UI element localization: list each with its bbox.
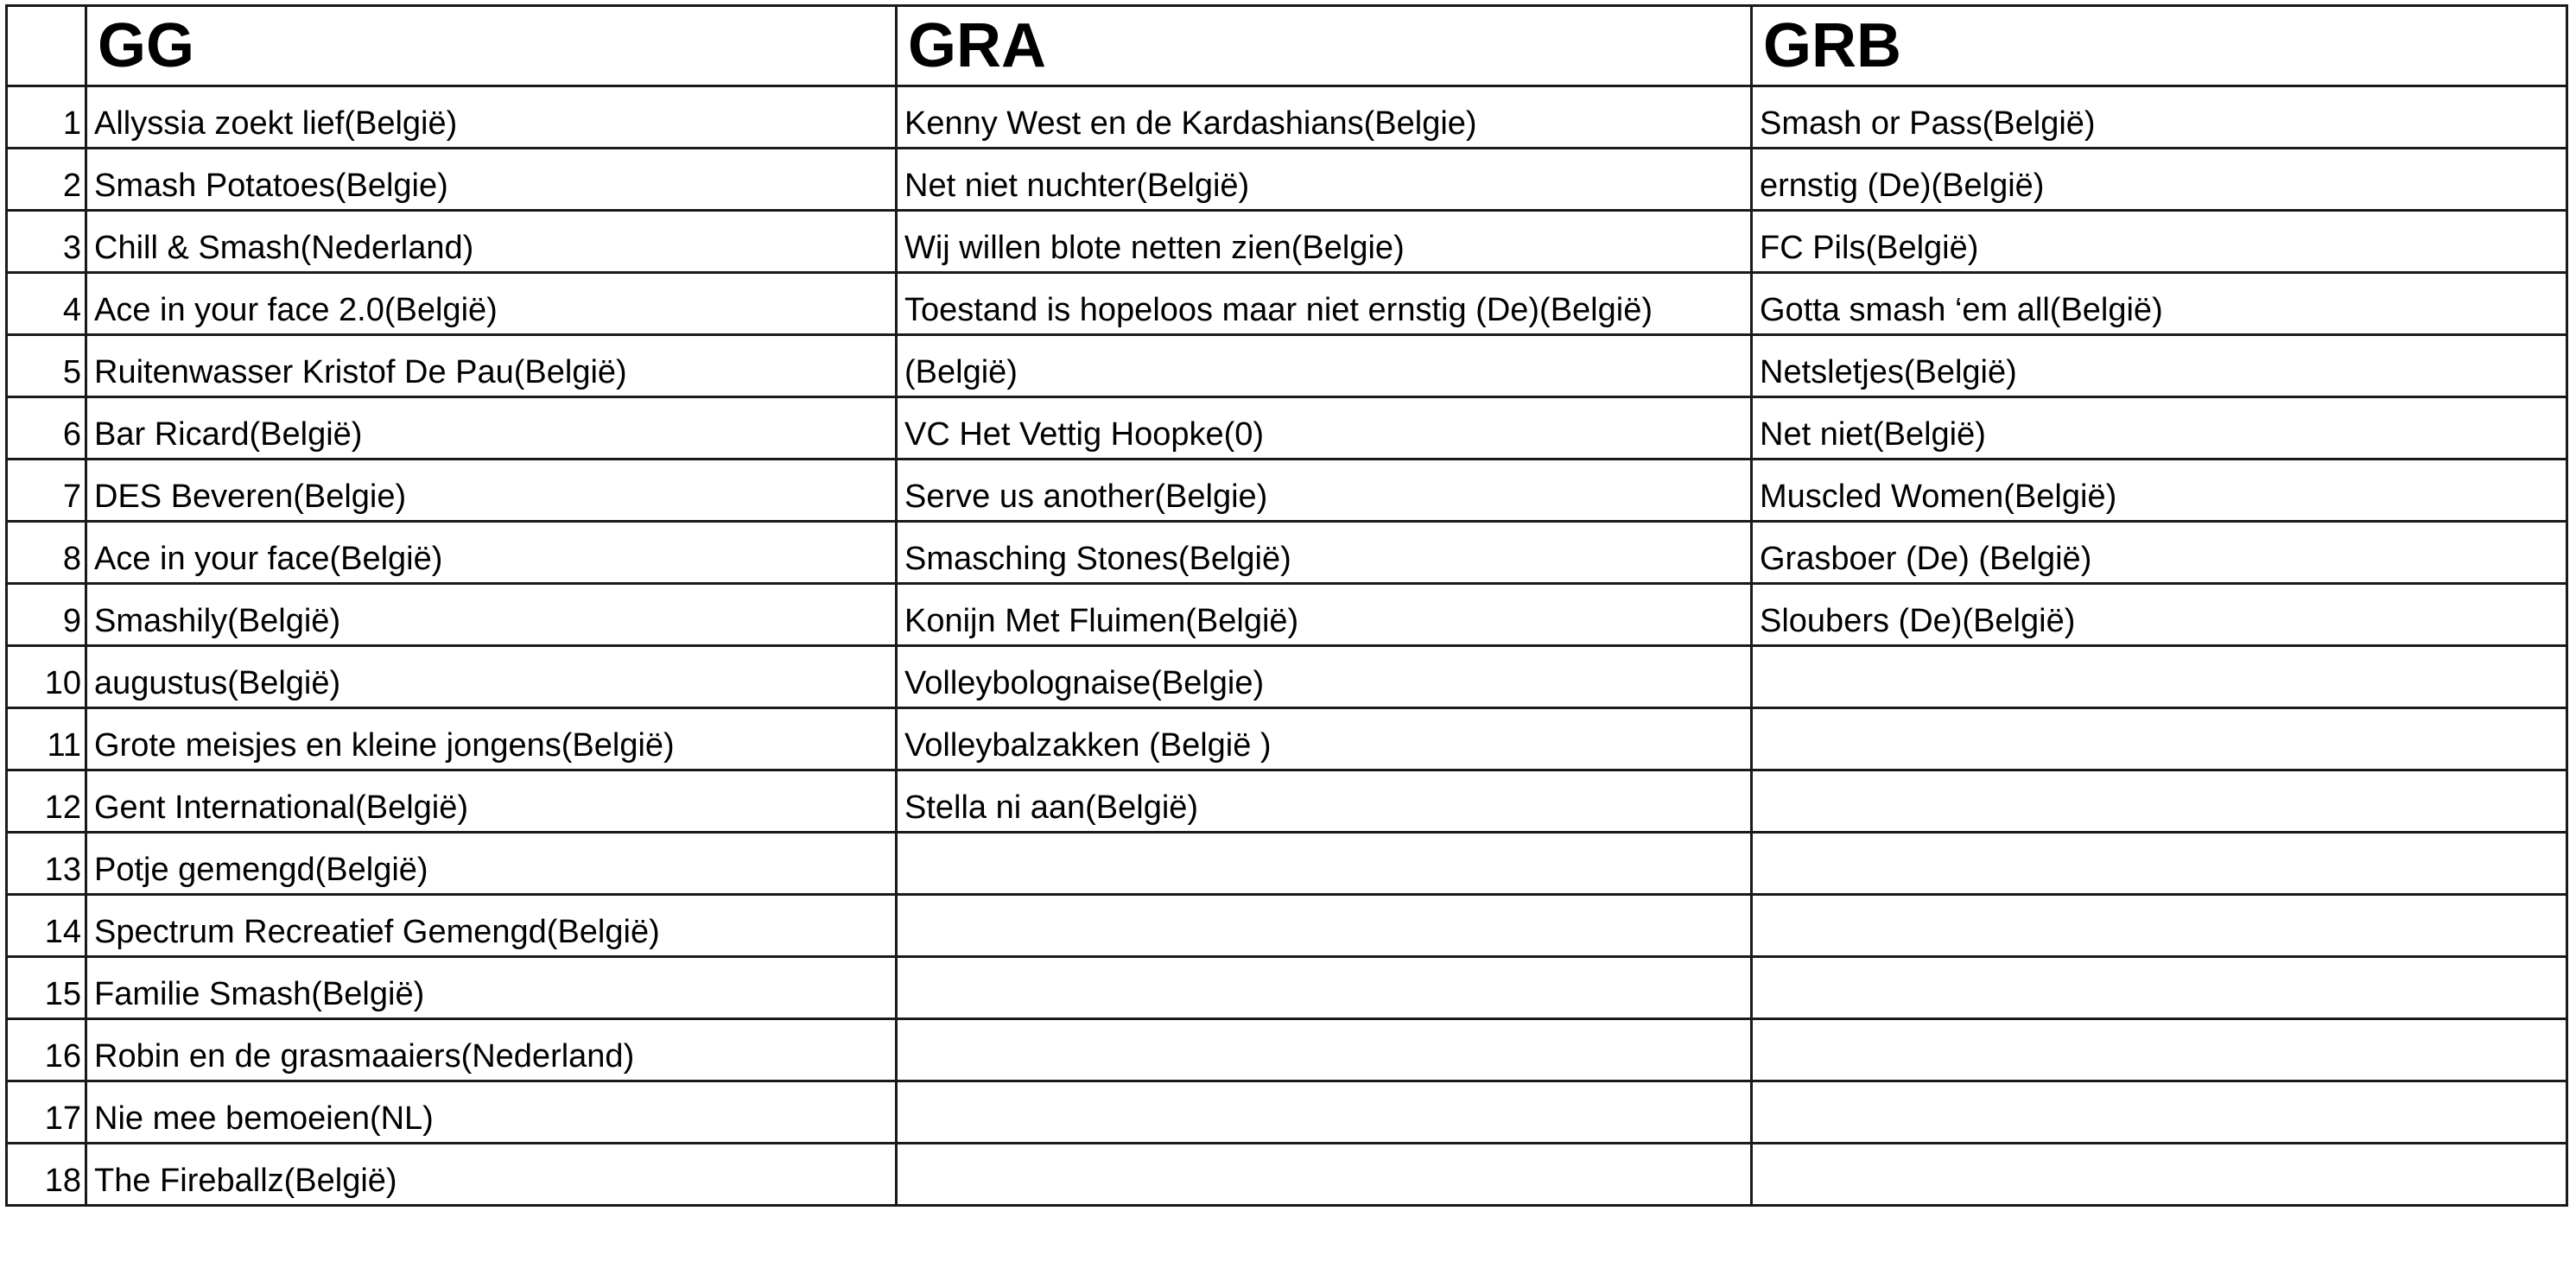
row-number: 1 xyxy=(7,86,86,149)
cell-gg: Spectrum Recreatief Gemengd(België) xyxy=(86,895,897,957)
row-number: 9 xyxy=(7,584,86,646)
cell-grb: Gotta smash ‘em all(België) xyxy=(1752,273,2567,335)
table-row xyxy=(7,584,2567,646)
cell-grb xyxy=(1752,770,2567,833)
cell-gg: Gent International(België) xyxy=(86,770,897,833)
table-row xyxy=(7,957,2567,1019)
cell-grb: Muscled Women(België) xyxy=(1752,460,2567,522)
row-number: 12 xyxy=(7,770,86,833)
cell-gra: Serve us another(Belgie) xyxy=(897,460,1752,522)
row-number: 13 xyxy=(7,833,86,895)
cell-gg: Smashily(België) xyxy=(86,584,897,646)
row-number: 17 xyxy=(7,1081,86,1144)
cell-gg: augustus(België) xyxy=(86,646,897,708)
cell-gra: VC Het Vettig Hoopke(0) xyxy=(897,397,1752,460)
row-number: 6 xyxy=(7,397,86,460)
row-number: 7 xyxy=(7,460,86,522)
cell-gra: Kenny West en de Kardashians(Belgie) xyxy=(897,86,1752,149)
row-number: 14 xyxy=(7,895,86,957)
cell-gg: DES Beveren(Belgie) xyxy=(86,460,897,522)
row-number: 8 xyxy=(7,522,86,584)
table-row xyxy=(7,149,2567,211)
cell-grb: ernstig (De)(België) xyxy=(1752,149,2567,211)
table-row xyxy=(7,1019,2567,1081)
cell-grb: FC Pils(België) xyxy=(1752,211,2567,273)
cell-gra xyxy=(897,1144,1752,1206)
row-number: 4 xyxy=(7,273,86,335)
cell-gra: Smasching Stones(België) xyxy=(897,522,1752,584)
cell-gg: The Fireballz(België) xyxy=(86,1144,897,1206)
cell-gra: Volleybalzakken (België ) xyxy=(897,708,1752,770)
header-row xyxy=(7,6,2567,86)
table-row xyxy=(7,522,2567,584)
header-gra: GRA xyxy=(897,6,1752,86)
cell-gg: Ruitenwasser Kristof De Pau(België) xyxy=(86,335,897,397)
cell-gra xyxy=(897,1081,1752,1144)
table-row xyxy=(7,397,2567,460)
row-number: 5 xyxy=(7,335,86,397)
table-row xyxy=(7,1081,2567,1144)
table-row xyxy=(7,335,2567,397)
team-table xyxy=(5,4,2568,1207)
header-gg: GG xyxy=(86,6,897,86)
table-row xyxy=(7,460,2567,522)
cell-grb xyxy=(1752,1081,2567,1144)
cell-gra xyxy=(897,895,1752,957)
table-row xyxy=(7,708,2567,770)
cell-grb xyxy=(1752,646,2567,708)
header-grb: GRB xyxy=(1752,6,2567,86)
cell-gg: Smash Potatoes(Belgie) xyxy=(86,149,897,211)
cell-gra xyxy=(897,957,1752,1019)
table-row xyxy=(7,211,2567,273)
cell-gra: Volleybolognaise(Belgie) xyxy=(897,646,1752,708)
row-number: 16 xyxy=(7,1019,86,1081)
cell-grb xyxy=(1752,708,2567,770)
table-row xyxy=(7,833,2567,895)
cell-gg: Grote meisjes en kleine jongens(België) xyxy=(86,708,897,770)
cell-gg: Familie Smash(België) xyxy=(86,957,897,1019)
cell-gg: Ace in your face(België) xyxy=(86,522,897,584)
cell-gra xyxy=(897,1019,1752,1081)
cell-grb: Sloubers (De)(België) xyxy=(1752,584,2567,646)
cell-grb: Netsletjes(België) xyxy=(1752,335,2567,397)
cell-gg: Chill & Smash(Nederland) xyxy=(86,211,897,273)
table-row xyxy=(7,770,2567,833)
table-row xyxy=(7,1144,2567,1206)
cell-gra xyxy=(897,833,1752,895)
cell-gra: Net niet nuchter(België) xyxy=(897,149,1752,211)
cell-grb xyxy=(1752,833,2567,895)
row-number: 18 xyxy=(7,1144,86,1206)
cell-grb xyxy=(1752,957,2567,1019)
cell-grb: Smash or Pass(België) xyxy=(1752,86,2567,149)
cell-grb: Net niet(België) xyxy=(1752,397,2567,460)
cell-gg: Bar Ricard(België) xyxy=(86,397,897,460)
cell-grb: Grasboer (De) (België) xyxy=(1752,522,2567,584)
cell-grb xyxy=(1752,1144,2567,1206)
table-body xyxy=(7,86,2567,1206)
table-row xyxy=(7,646,2567,708)
cell-gg: Ace in your face 2.0(België) xyxy=(86,273,897,335)
table-row xyxy=(7,86,2567,149)
cell-grb xyxy=(1752,1019,2567,1081)
row-number: 10 xyxy=(7,646,86,708)
cell-gra: (België) xyxy=(897,335,1752,397)
corner-cell xyxy=(7,6,86,86)
table-row xyxy=(7,273,2567,335)
cell-gra: Toestand is hopeloos maar niet ernstig (De)(België) xyxy=(897,273,1752,335)
row-number: 15 xyxy=(7,957,86,1019)
cell-gg: Robin en de grasmaaiers(Nederland) xyxy=(86,1019,897,1081)
cell-grb xyxy=(1752,895,2567,957)
table-row xyxy=(7,895,2567,957)
row-number: 2 xyxy=(7,149,86,211)
cell-gra: Stella ni aan(België) xyxy=(897,770,1752,833)
cell-gg: Nie mee bemoeien(NL) xyxy=(86,1081,897,1144)
cell-gra: Wij willen blote netten zien(Belgie) xyxy=(897,211,1752,273)
row-number: 3 xyxy=(7,211,86,273)
cell-gg: Potje gemengd(België) xyxy=(86,833,897,895)
cell-gra: Konijn Met Fluimen(België) xyxy=(897,584,1752,646)
row-number: 11 xyxy=(7,708,86,770)
cell-gg: Allyssia zoekt lief(België) xyxy=(86,86,897,149)
